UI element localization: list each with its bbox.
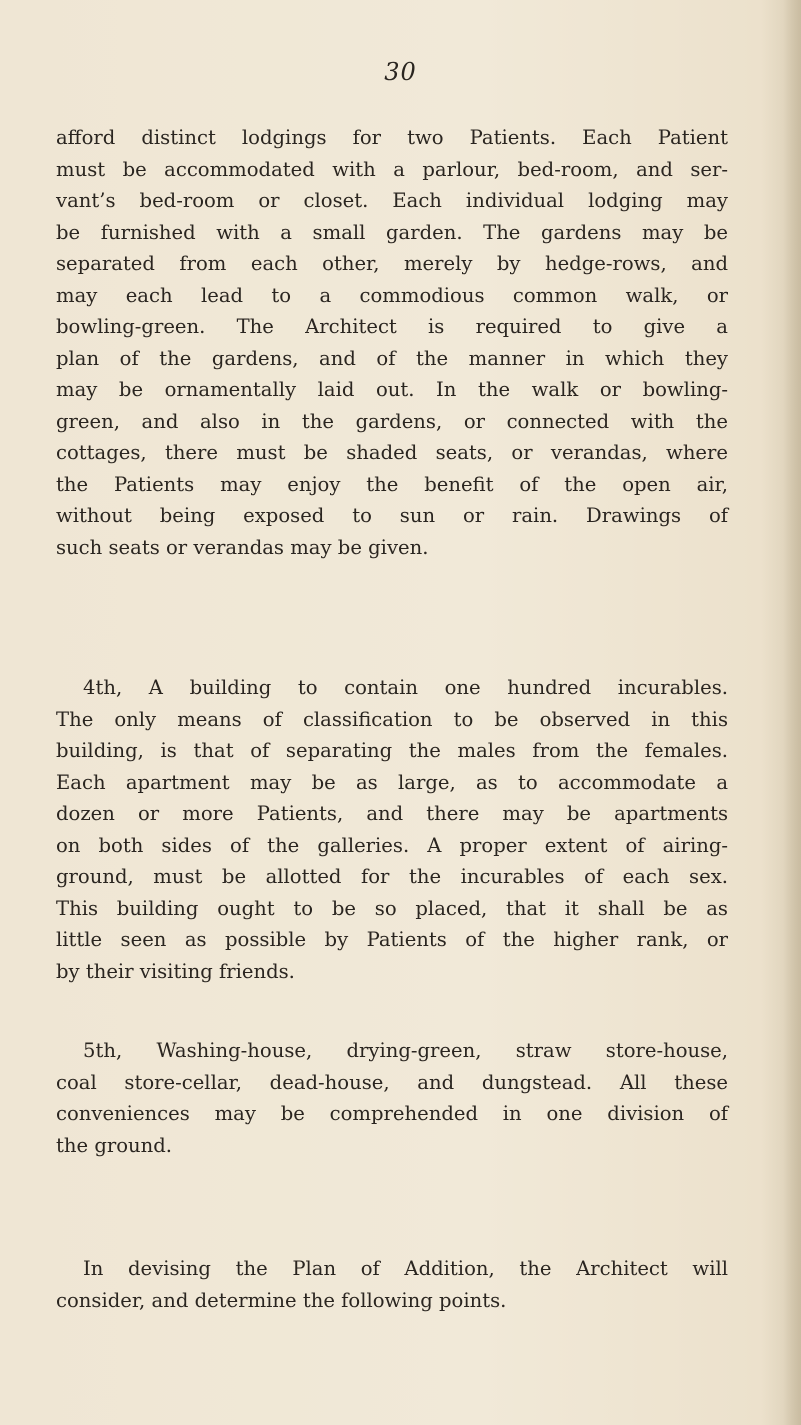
text-line: bowling-green. The Architect is required to give a [56,315,728,338]
text-line: Each apartment may be as large, as to accommodate a [56,770,728,794]
text-line: This building ought to be so placed, that it shall be as [56,896,728,920]
page-number: 30 [384,58,417,86]
text-line: the Patients may enjoy the benefit of the open air, [56,472,728,496]
text-line: by their visiting friends. [56,959,295,983]
text-line: vant’s bed-room or closet. Each individual lodging may [56,189,728,212]
text-line: ground, must be allotted for the incurables of each sex. [56,865,728,888]
text-line: consider, and determine the following points. [56,1288,507,1312]
text-line: building, is that of separating the males from the females. [56,739,728,762]
text-line: plan of the gardens, and of the manner in which they [56,346,728,370]
text-line: without being exposed to sun or rain. Drawings of [56,504,728,527]
paragraph-incurables-building [56,672,728,987]
text-line: 5th, Washing-house, drying-green, straw store-house, [83,1039,728,1062]
text-line: may each lead to a commodious common walk, or [56,283,728,307]
text-line: be furnished with a small garden. The gardens may be [56,220,728,244]
paragraph-plan-of-addition [56,1253,728,1316]
paragraph-cottage-lodgings [56,122,728,563]
text-line: conveniences may be comprehended in one division of [56,1102,728,1125]
text-line: the ground. [56,1133,173,1157]
text-line: on both sides of the galleries. A proper extent of airing- [56,833,728,857]
text-line: The only means of classification to be observed in this [56,707,728,731]
text-line: such seats or verandas may be given. [56,535,429,559]
text-line: separated from each other, merely by hedge-rows, and [56,252,728,275]
paragraph-washing-house [56,1035,728,1161]
page-edge-shadow [783,0,801,1425]
text-line: afford distinct lodgings for two Patients. Each Patient [56,126,728,149]
text-line: dozen or more Patients, and there may be apartments [56,802,728,825]
text-line: 4th, A building to contain one hundred incurables. [83,676,728,699]
text-line: coal store-cellar, dead-house, and dungstead. All these [56,1070,728,1094]
text-line: must be accommodated with a parlour, bed-room, and ser- [56,157,728,181]
text-line: little seen as possible by Patients of the higher rank, or [56,928,728,951]
text-line: In devising the Plan of Addition, the Architect will [83,1257,728,1280]
text-line: green, and also in the gardens, or connected with the [56,409,728,433]
text-line: cottages, there must be shaded seats, or verandas, where [56,441,728,464]
text-line: may be ornamentally laid out. In the walk or bowling- [56,378,728,401]
